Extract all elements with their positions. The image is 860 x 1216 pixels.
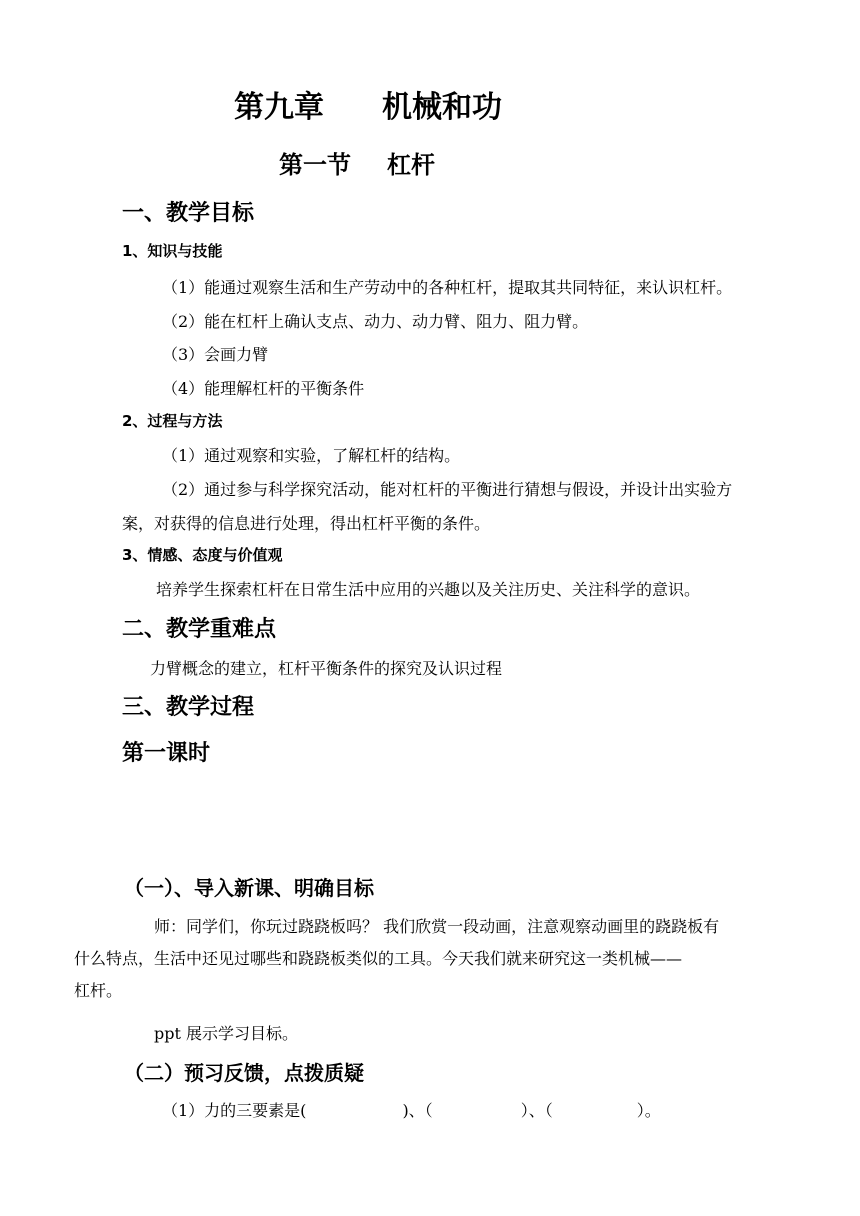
chapter-number: 第九章: [234, 90, 324, 125]
attitude-text: 培养学生探索杠杆在日常生活中应用的兴趣以及关注历史、关注科学的意识。: [156, 580, 701, 599]
question-prefix: （1）力的三要素是(: [162, 1101, 307, 1120]
objective-item: 案，对获得的信息进行处理，得出杠杆平衡的条件。: [122, 514, 491, 533]
question-suffix: ）。: [636, 1101, 661, 1120]
section-name: 杠杆: [387, 151, 435, 179]
heading-objectives: 一、教学目标: [122, 201, 255, 226]
objective-item: （1）能通过观察生活和生产劳动中的各种杠杆，提取其共同特征，来认识杠杆。: [162, 278, 733, 297]
objective-item: （2）能在杠杆上确认支点、动力、动力臂、阻力、阻力臂。: [162, 312, 589, 331]
intro-paragraph: [74, 911, 784, 1007]
heading-preview-feedback: （二）预习反馈，点拨质疑: [124, 1061, 364, 1085]
intro-line: 师：同学们，你玩过跷跷板吗？ 我们欣赏一段动画，注意观察动画里的跷跷板有: [154, 917, 720, 936]
heading-process-methods: 2、过程与方法: [122, 412, 223, 430]
lesson-label: 第一课时: [122, 741, 211, 766]
heading-introduction: （一）、导入新课、明确目标: [124, 876, 374, 900]
heading-key-difficulties: 二、教学重难点: [122, 617, 277, 642]
key-difficulties-text: 力臂概念的建立，杠杆平衡条件的探究及认识过程: [150, 659, 503, 678]
objective-item: （2）通过参与科学探究活动，能对杠杆的平衡进行猜想与假设，并设计出实验方: [162, 480, 733, 499]
heading-knowledge-skills: 1、知识与技能: [122, 242, 223, 260]
section-number: 第一节: [279, 151, 351, 179]
ppt-note: ppt 展示学习目标。: [154, 1024, 299, 1043]
chapter-title: [234, 82, 502, 126]
intro-line: 杠杆。: [74, 981, 123, 1000]
question-separator: )、（: [402, 1101, 433, 1120]
intro-line: 什么特点，生活中还见过哪些和跷跷板类似的工具。今天我们就来研究这一类机械——: [74, 949, 683, 968]
section-title: [279, 145, 435, 180]
chapter-name: 机械和功: [382, 90, 502, 125]
objective-item: （3）会画力臂: [162, 345, 269, 364]
heading-teaching-process: 三、教学过程: [122, 695, 255, 720]
question-1: [162, 1098, 661, 1121]
objective-item: （1）通过观察和实验，了解杠杆的结构。: [162, 446, 461, 465]
objective-item: （4）能理解杠杆的平衡条件: [162, 379, 365, 398]
heading-attitude-values: 3、情感、态度与价值观: [122, 546, 283, 564]
question-separator: ）、（: [520, 1101, 553, 1120]
